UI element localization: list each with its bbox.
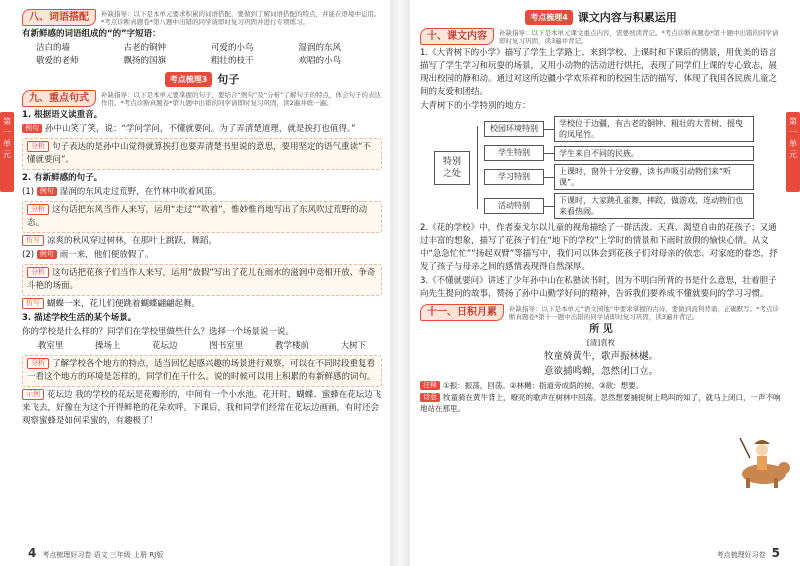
poem [420, 323, 782, 379]
analysis-3-text: 这句话把花孩子们当作人来写，运用“放假”写出了花儿在雨水的滋润中竞相开放、争奇斗艳的场面。 [27, 268, 376, 291]
poem-line: 牧童骑黄牛，歌声振林樾。 [543, 351, 658, 362]
word-item: 敬爱的老师 [36, 56, 79, 66]
section-11-title: 十一、日积月累 [420, 304, 504, 321]
analysis-tag: 分析 [27, 267, 49, 278]
right-side-tab: 第一单元 [786, 112, 800, 192]
imitation-2-text: 凉爽的秋风穿过树林，在那叶上跳跃，舞蹈。 [47, 236, 218, 246]
example-3-text: 雨一来，他们便放假了。 [59, 250, 154, 260]
scene-item: 教学楼前 [274, 341, 309, 351]
poem-translation [420, 392, 782, 414]
content-item-1: 1.《大青树下的小学》描写了学生上学路上、来到学校、上课时和下课后的情景，用优美的语言描写了学生学习和玩耍的场景，又用小动物的活动进行烘托，表现了同学们上课的专心致志，展现出校园的静和动。通过对这所边疆小学欢乐祥和的校园生活的描写，体现了我国各民族儿童之间的友爱和团结。 [420, 48, 778, 97]
section-9-header [22, 90, 382, 107]
diagram-category: 学习特别 [484, 169, 544, 185]
analysis-tag: 分析 [27, 141, 49, 152]
imitation-3-text: 蝴蝶一来，花儿们便跳着蝴蝶翩翩起舞。 [47, 299, 201, 309]
analysis-4 [22, 355, 382, 387]
imitation-3 [22, 298, 382, 311]
diagram-category: 校园环境特别 [484, 121, 544, 137]
section-11-tip: 补缺指导：以下是本单元“语文园地”中要求掌握的古诗，要做到流利背诵，正确默写。*考点诊断真题卷*第十一题中出错的同学请即时复习巩固，读3遍并背记。 [509, 304, 779, 321]
example-tag: 例句 [37, 187, 57, 196]
scene-item: 大树下 [340, 341, 367, 351]
word-item: 飘扬的国旗 [123, 56, 167, 66]
question-3: 3. 描述学校生活的某个场景。 [22, 313, 137, 323]
diagram-link [544, 177, 554, 178]
scene-item: 图书室里 [209, 341, 244, 351]
left-side-tab: 第一单元 [0, 112, 14, 192]
analysis-tag: 分析 [27, 358, 49, 369]
section-11-header [420, 304, 782, 321]
right-footer [717, 546, 786, 560]
content-item-3: 3.《不懂就要问》讲述了少年孙中山在私塾读书时，因为不明白所背的书是什么意思，壮着胆子向先生提问的故事，赞扬了孙中山勤学好问的精神，告诉我们要养成不懂就要问的学习习惯。 [420, 276, 777, 299]
diagram-row [484, 116, 754, 142]
diagram-description: 学生来自不同的民族。 [554, 146, 754, 161]
diagram-description: 下课时，大家跳孔雀舞，摔跤，做游戏，连动物们也来看热闹。 [554, 193, 754, 219]
example-1-text: 孙中山笑了笑，说：“学问学问，不懂就要问。为了弄清楚道理，就是挨打也值得。” [45, 124, 356, 134]
left-page [0, 0, 390, 566]
section-9-title: 九、重点句式 [22, 90, 96, 107]
diagram-link [544, 206, 554, 207]
section-8-title: 八、词语搭配 [22, 9, 96, 26]
poem-notes [420, 380, 782, 391]
poem-title: 所 见 [589, 324, 613, 335]
page-number: 5 [771, 546, 780, 560]
section-8-header [22, 9, 382, 26]
kaodian-4-banner [420, 10, 782, 25]
scene-item: 教室里 [37, 341, 64, 351]
question-1: 1. 根据语义读重音。 [22, 110, 103, 120]
diagram-category: 学生特别 [484, 145, 544, 161]
question-2: 2. 有新鲜感的句子。 [22, 173, 103, 183]
word-item: 可爱的小鸟 [211, 43, 254, 53]
section-8-tip: 补缺指导：以下是本单元要求积累的词语搭配，要做到了解词语搭配的特点，并能在语境中运用。*考点诊断真题卷*第八题中出错的同学请即时复习巩固并进行专项练习。 [101, 9, 381, 26]
translation-text: 牧童骑在黄牛背上，嘹亮的歌声在树林中回荡。忽然想要捕捉树上鸣叫的知了，就马上闭口，一声不响地站在那里。 [420, 393, 781, 413]
example-2: (1) 例句 湿润的东风走过荒野，在竹林中吹着风笛。 [22, 187, 222, 197]
poem-author: [清]袁枚 [586, 338, 616, 347]
left-footer [22, 546, 163, 560]
kaodian-4-title: 课文内容与积累运用 [577, 11, 677, 24]
kaodian-4-box: 考点梳理4 [525, 10, 573, 25]
footer-text: 考点梳理好习卷 语文 三年级 上册 RJ版 [42, 551, 164, 559]
analysis-2-text: 这句话把东风当作人来写，运用“走过”“吹着”，惟妙惟肖地写出了东风吹过荒野的动态。 [27, 205, 368, 228]
scene-item: 花坛边 [152, 341, 178, 351]
note-text: ①振：振荡，回荡。②林樾：指道旁成荫的树。③欲：想要。 [443, 381, 644, 390]
poem-line: 意欲捕鸣蝉，忽然闭口立。 [543, 366, 658, 377]
content-item-2: 2.《花的学校》中，作者泰戈尔以儿童的视角描绘了一群活泼、天真、渴望自由的花孩子；又通过丰富的想象，描写了花孩子们在“地下的学校”上学时的情景和下雨时放假的愉快心情。从文中“急急忙忙”“扬起双臂”等描写中，我们可以体会到花孩子们对母亲的依恋、对家庭的眷恋，抒发了孩子与母亲之间的感情表现得自然深厚。 [420, 223, 778, 272]
page-number: 4 [28, 546, 37, 560]
diagram-row [484, 145, 754, 161]
imitation-2 [22, 235, 382, 248]
book-gutter [390, 0, 410, 566]
example-tag: 例句 [37, 250, 57, 259]
shepherd-boy-ox-illustration [734, 428, 792, 490]
translation-tag: 诗意 [420, 393, 440, 402]
section-10-tip: 补缺指导：以下是本单元课文重点内容，需要熟读背记。*考点诊断真题卷*第十题中出错的同学请即时复习巩固，读3遍并背记。 [499, 28, 779, 45]
diagram-connector [470, 116, 484, 219]
analysis-4-text: 了解学校各个地方的特点，适当回忆起感兴趣的场景进行观察，可以在不同时段重复看一看这个地方的环境是怎样的，同学们在干什么。说的时候可以用上积累的有新鲜感的词句。 [27, 359, 376, 382]
scene-item: 操场上 [94, 341, 121, 351]
question-3-text: 你的学校是什么样的？同学们在学校里做些什么？选择一个场景说一说。 [22, 327, 295, 337]
features-diagram [434, 116, 782, 219]
footer-text: 考点梳理好习卷 [716, 551, 766, 559]
diagram-description: 上课时，窗外十分安静，读书声吸引动物们来“听课”。 [554, 164, 754, 190]
example-tag: 示例 [22, 389, 44, 400]
scene-list [22, 340, 382, 353]
section-9-tip: 补缺指导：以下是本单元要掌握的句子，要结合“例句”及“分析”了解句子的特点，体会句子的表达作用。*考点诊断真题卷*第九题中出错的同学请即时复习巩固，读2遍并练一遍。 [101, 90, 381, 107]
note-tag: 注释 [420, 381, 440, 390]
analysis-1 [22, 138, 382, 170]
example-4 [22, 389, 382, 428]
section-10-header [420, 28, 782, 45]
word-item: 粗壮的枝干 [211, 56, 254, 66]
word-item: 古老的铜钟 [123, 43, 167, 53]
example-2-text: 湿润的东风走过荒野，在竹林中吹着风笛。 [59, 187, 222, 197]
analysis-1-text: 句子表达的是孙中山觉得就算挨打也要弄清楚书里说的意思，要用坚定的语气重读“不懂就要问”。 [27, 142, 371, 165]
word-grid [22, 42, 382, 68]
diagram-category: 活动特别 [484, 198, 544, 214]
example-4-text: 花坛边 我的学校的花坛是花瓣形的，中间有一个小水池。花开时，蝴蝶、蜜蜂在花坛边飞来飞去，好像在为这个开得鲜艳的花朵欢呼。下课后，我和同学们经常在花坛边画画，有时还会观察蜜蜂是如何采蜜的，有趣极了！ [22, 390, 382, 426]
example-1 [22, 123, 382, 136]
analysis-2 [22, 201, 382, 233]
diagram-link [544, 153, 554, 154]
word-item: 洁白的墙 [36, 43, 71, 53]
example-tag: 例句 [22, 124, 42, 133]
imitation-tag: 仿写 [22, 298, 44, 309]
example-3: (2) 例句 雨一来，他们便放假了。 [22, 250, 154, 260]
content-item-1-sub: 大青树下的小学特别的地方： [420, 101, 531, 111]
kaodian-3-title: 句子 [217, 73, 240, 86]
word-item: 欢唱的小鸟 [298, 56, 342, 66]
section-8-question: 有新鲜感的词语组成的“的”字短语： [22, 29, 161, 39]
diagram-root: 特别之处 [434, 151, 470, 185]
right-page [410, 0, 800, 566]
diagram-row [484, 193, 754, 219]
diagram-link [544, 129, 554, 130]
diagram-description: 学校位于边疆，有古老的铜钟、粗壮的大青树、摇曳的凤尾竹。 [554, 116, 754, 142]
word-item: 湿润的东风 [298, 43, 342, 53]
kaodian-3-banner [22, 72, 382, 87]
diagram-row [484, 164, 754, 190]
section-10-title: 十、课文内容 [420, 28, 494, 45]
diagram-rows [484, 116, 754, 219]
kaodian-3-box: 考点梳理3 [165, 72, 213, 87]
analysis-tag: 分析 [27, 204, 49, 215]
imitation-tag: 仿写 [22, 235, 44, 246]
analysis-3 [22, 264, 382, 296]
